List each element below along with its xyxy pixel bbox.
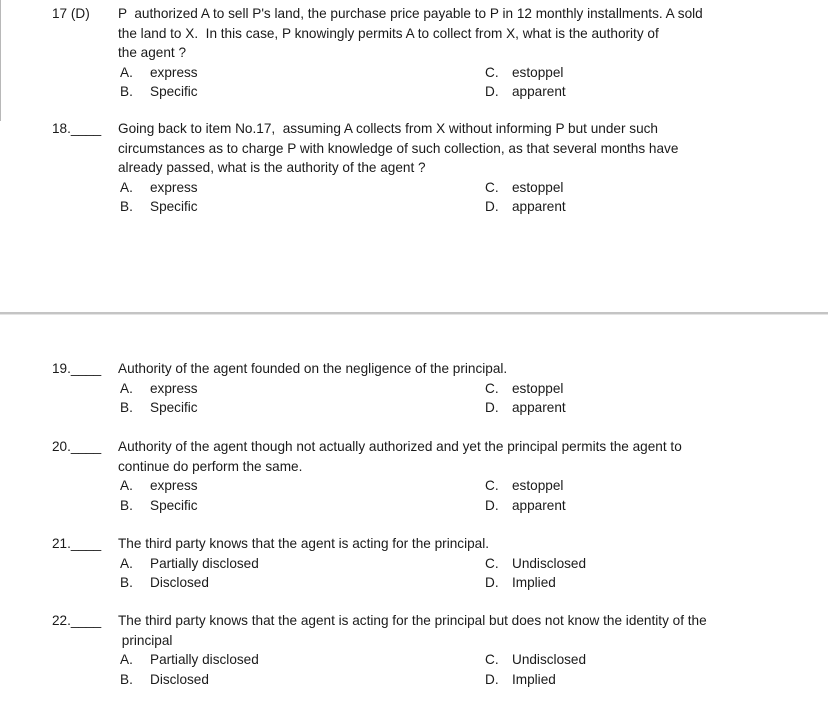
options-row (118, 82, 812, 102)
option-letter: D. (485, 400, 499, 415)
option-a (120, 554, 259, 574)
option-d (485, 197, 566, 217)
option-letter: D. (485, 84, 499, 99)
option-letter: B. (120, 400, 133, 415)
options-row (118, 554, 812, 574)
question-text-line: continue do perform the same. (118, 458, 303, 474)
question-number: 20.____ (52, 439, 102, 454)
option-letter: A. (120, 380, 133, 396)
option-label: express (150, 478, 198, 493)
option-letter: A. (120, 478, 133, 493)
option-c (485, 178, 563, 198)
option-a (120, 178, 198, 198)
option-letter: D. (485, 497, 499, 513)
option-label: Specific (150, 84, 198, 99)
question-number: 19.____ (52, 361, 102, 376)
option-b (120, 197, 198, 217)
options-row (118, 398, 812, 418)
option-label: apparent (512, 497, 566, 513)
option-c (485, 63, 563, 83)
option-label: express (150, 380, 198, 396)
question-18 (52, 119, 812, 217)
option-letter: D. (485, 575, 499, 590)
option-d (485, 573, 556, 593)
option-letter: D. (485, 671, 499, 687)
option-letter: B. (120, 84, 133, 99)
option-letter: C. (485, 179, 499, 195)
option-label: Specific (150, 497, 198, 513)
question-text-line: P authorized A to sell P's land, the purchase price payable to P in 12 monthly installments. A sold (118, 6, 703, 21)
question-text-line: circumstances as to charge P with knowledge of such collection, as that several months have (118, 140, 679, 156)
option-label: Disclosed (150, 575, 209, 590)
option-c (485, 379, 563, 399)
option-label: Undisclosed (512, 652, 587, 667)
option-d (485, 670, 556, 690)
option-letter: B. (120, 497, 133, 513)
question-text-line: the land to X. In this case, P knowingly permits A to collect from X, what is the authority of (118, 25, 659, 41)
option-c (485, 650, 586, 670)
option-label: Partially disclosed (150, 652, 259, 667)
option-b (120, 670, 209, 690)
option-label: express (150, 179, 198, 195)
option-d (485, 82, 566, 102)
option-b (120, 82, 198, 102)
option-letter: C. (485, 380, 499, 396)
option-a (120, 379, 198, 399)
options-row (118, 178, 812, 198)
question-number: 18.____ (52, 121, 102, 136)
option-d (485, 496, 566, 516)
options-row (118, 476, 812, 496)
question-text-line: the agent ? (118, 45, 187, 60)
question-text-line: principal (118, 632, 173, 648)
option-letter: C. (485, 555, 499, 571)
option-label: apparent (512, 199, 566, 214)
option-label: estoppel (512, 64, 564, 80)
option-letter: A. (120, 179, 133, 195)
option-letter: B. (120, 199, 133, 214)
options-row (118, 496, 812, 516)
option-label: Disclosed (150, 671, 209, 687)
option-label: Implied (512, 575, 556, 590)
option-c (485, 554, 586, 574)
question-text-line: The third party knows that the agent is acting for the principal but does not know the identity of the (118, 613, 707, 628)
option-label: apparent (512, 84, 566, 99)
option-letter: D. (485, 199, 499, 214)
option-label: Specific (150, 199, 198, 214)
question-number: 21.____ (52, 536, 102, 551)
option-letter: C. (485, 64, 499, 80)
option-label: estoppel (512, 478, 564, 493)
question-number: 22.____ (52, 613, 102, 628)
option-d (485, 398, 566, 418)
option-label: express (150, 64, 198, 80)
option-letter: B. (120, 671, 133, 687)
options-row (118, 197, 812, 217)
option-c (485, 476, 563, 496)
option-a (120, 476, 198, 496)
option-letter: A. (120, 555, 133, 571)
question-22 (52, 611, 812, 689)
option-b (120, 398, 198, 418)
question-text-line: The third party knows that the agent is acting for the principal. (118, 536, 490, 551)
options-row (118, 670, 812, 690)
option-letter: B. (120, 575, 133, 590)
question-17 (52, 4, 812, 102)
question-19 (52, 359, 812, 418)
question-number: 17 (D) (52, 6, 90, 21)
option-label: Specific (150, 400, 198, 415)
option-label: estoppel (512, 179, 564, 195)
option-label: estoppel (512, 380, 564, 396)
question-text-line: Authority of the agent though not actually authorized and yet the principal permits the agent to (118, 439, 682, 454)
option-letter: C. (485, 478, 499, 493)
option-label: apparent (512, 400, 566, 415)
question-text-line: already passed, what is the authority of the agent ? (118, 160, 426, 175)
options-row (118, 63, 812, 83)
option-letter: C. (485, 652, 499, 667)
option-letter: A. (120, 64, 133, 80)
question-21 (52, 534, 812, 593)
options-row (118, 573, 812, 593)
option-label: Implied (512, 671, 556, 687)
question-20 (52, 437, 812, 515)
option-label: Partially disclosed (150, 555, 259, 571)
option-b (120, 496, 198, 516)
option-label: Undisclosed (512, 555, 587, 571)
option-a (120, 63, 198, 83)
option-a (120, 650, 259, 670)
page-break-separator (0, 312, 828, 315)
option-b (120, 573, 209, 593)
question-text-line: Authority of the agent founded on the negligence of the principal. (118, 361, 508, 376)
page-left-edge-line (0, 0, 1, 121)
options-row (118, 379, 812, 399)
question-text-line: Going back to item No.17, assuming A collects from X without informing P but under such (118, 121, 658, 136)
options-row (118, 650, 812, 670)
option-letter: A. (120, 652, 133, 667)
